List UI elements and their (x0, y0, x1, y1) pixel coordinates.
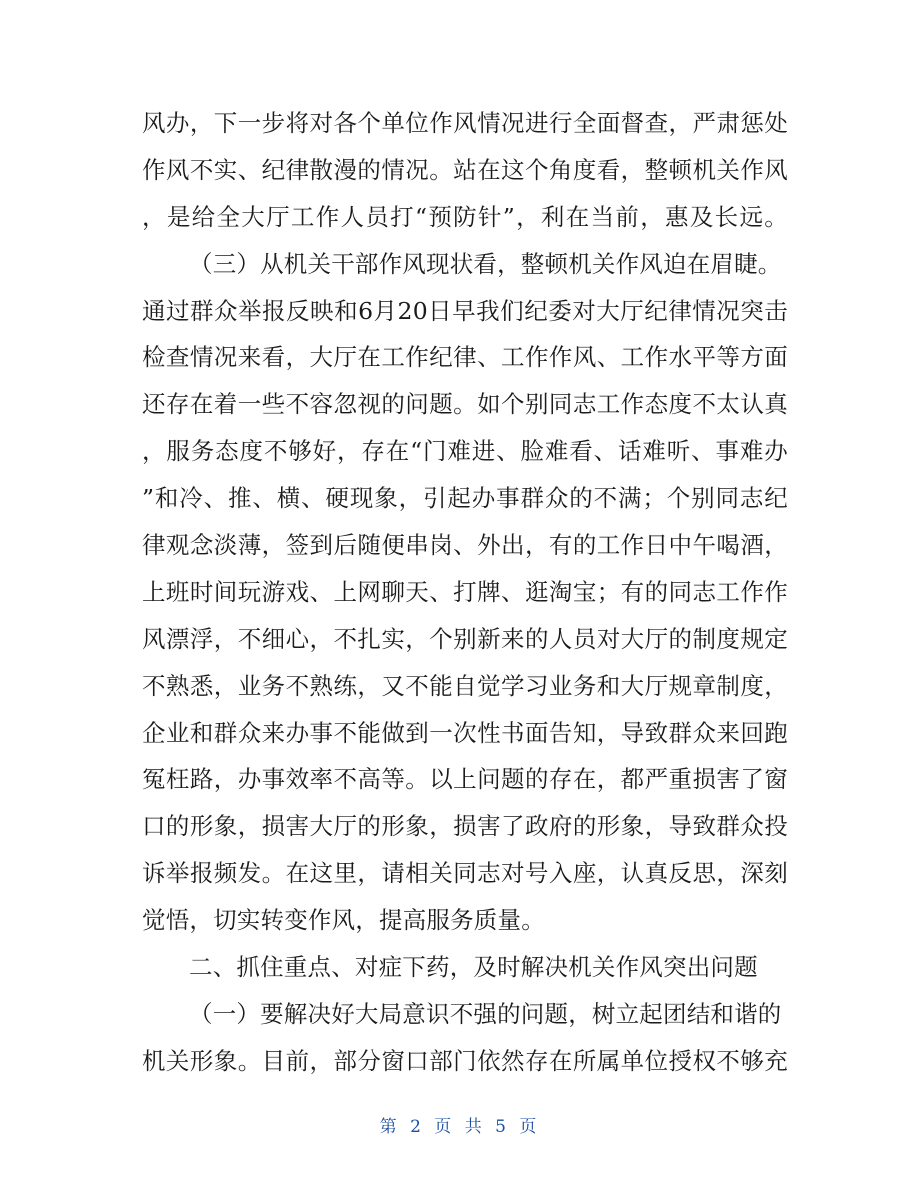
text-line: 风漂浮，不细心，不扎实，个别新来的人员对大厅的制度规定 (142, 624, 788, 653)
text-line: 风办，下一步将对各个单位作风情况进行全面督查，严肃惩处 (142, 109, 788, 137)
text-line: 冤枉路，办事效率不高等。以上问题的存在，都严重损害了窗 (142, 765, 788, 794)
section-heading: 二、抓住重点、对症下药，及时解决机关作风突出问题 (189, 953, 758, 982)
text-line: 不熟悉，业务不熟练，又不能自觉学习业务和大厅规章制度， (142, 671, 788, 700)
text-line: 作风不实、纪律散漫的情况。站在这个角度看，整顿机关作风 (142, 155, 788, 184)
text-line: 上班时间玩游戏、上网聊天、打牌、逛淘宝；有的同志工作作 (142, 577, 788, 606)
text-line: 企业和群众来办事不能做到一次性书面告知，导致群众来回跑 (142, 718, 788, 747)
text-line: 检查情况来看，大厅在工作纪律、工作作风、工作水平等方面 (142, 343, 788, 372)
text-line: ，是给全大厅工作人员打“预防针”，利在当前，惠及长远。 (142, 202, 788, 231)
body-text (142, 100, 788, 1085)
text-line: 还存在着一些不容忽视的问题。如个别同志工作态度不太认真 (142, 390, 788, 419)
text-line: 觉悟，切实转变作风，提高服务质量。 (142, 906, 545, 935)
text-line: ，服务态度不够好，存在“门难进、脸难看、话难听、事难办 (142, 437, 788, 466)
text-line: ”和冷、推、横、硬现象，引起办事群众的不满；个别同志纪 (142, 484, 788, 513)
text-line: 诉举报频发。在这里，请相关同志对号入座，认真反思，深刻 (142, 859, 788, 888)
text-line: 律观念淡薄，签到后随便串岗、外出，有的工作日中午喝酒， (142, 531, 788, 560)
paragraph-heading: （一）要解决好大局意识不强的问题，树立起团结和谐的 (189, 999, 782, 1028)
text-line: 机关形象。目前，部分窗口部门依然存在所属单位授权不够充 (142, 1046, 788, 1075)
text-line: 通过群众举报反映和6月20日早我们纪委对大厅纪律情况突击 (142, 296, 788, 325)
paragraph-heading: （三）从机关干部作风现状看，整顿机关作风迫在眉睫。 (189, 249, 782, 278)
text-line: 口的形象，损害大厅的形象，损害了政府的形象，导致群众投 (142, 812, 788, 841)
page-footer: 第 2 页 共 5 页 (379, 1117, 541, 1137)
